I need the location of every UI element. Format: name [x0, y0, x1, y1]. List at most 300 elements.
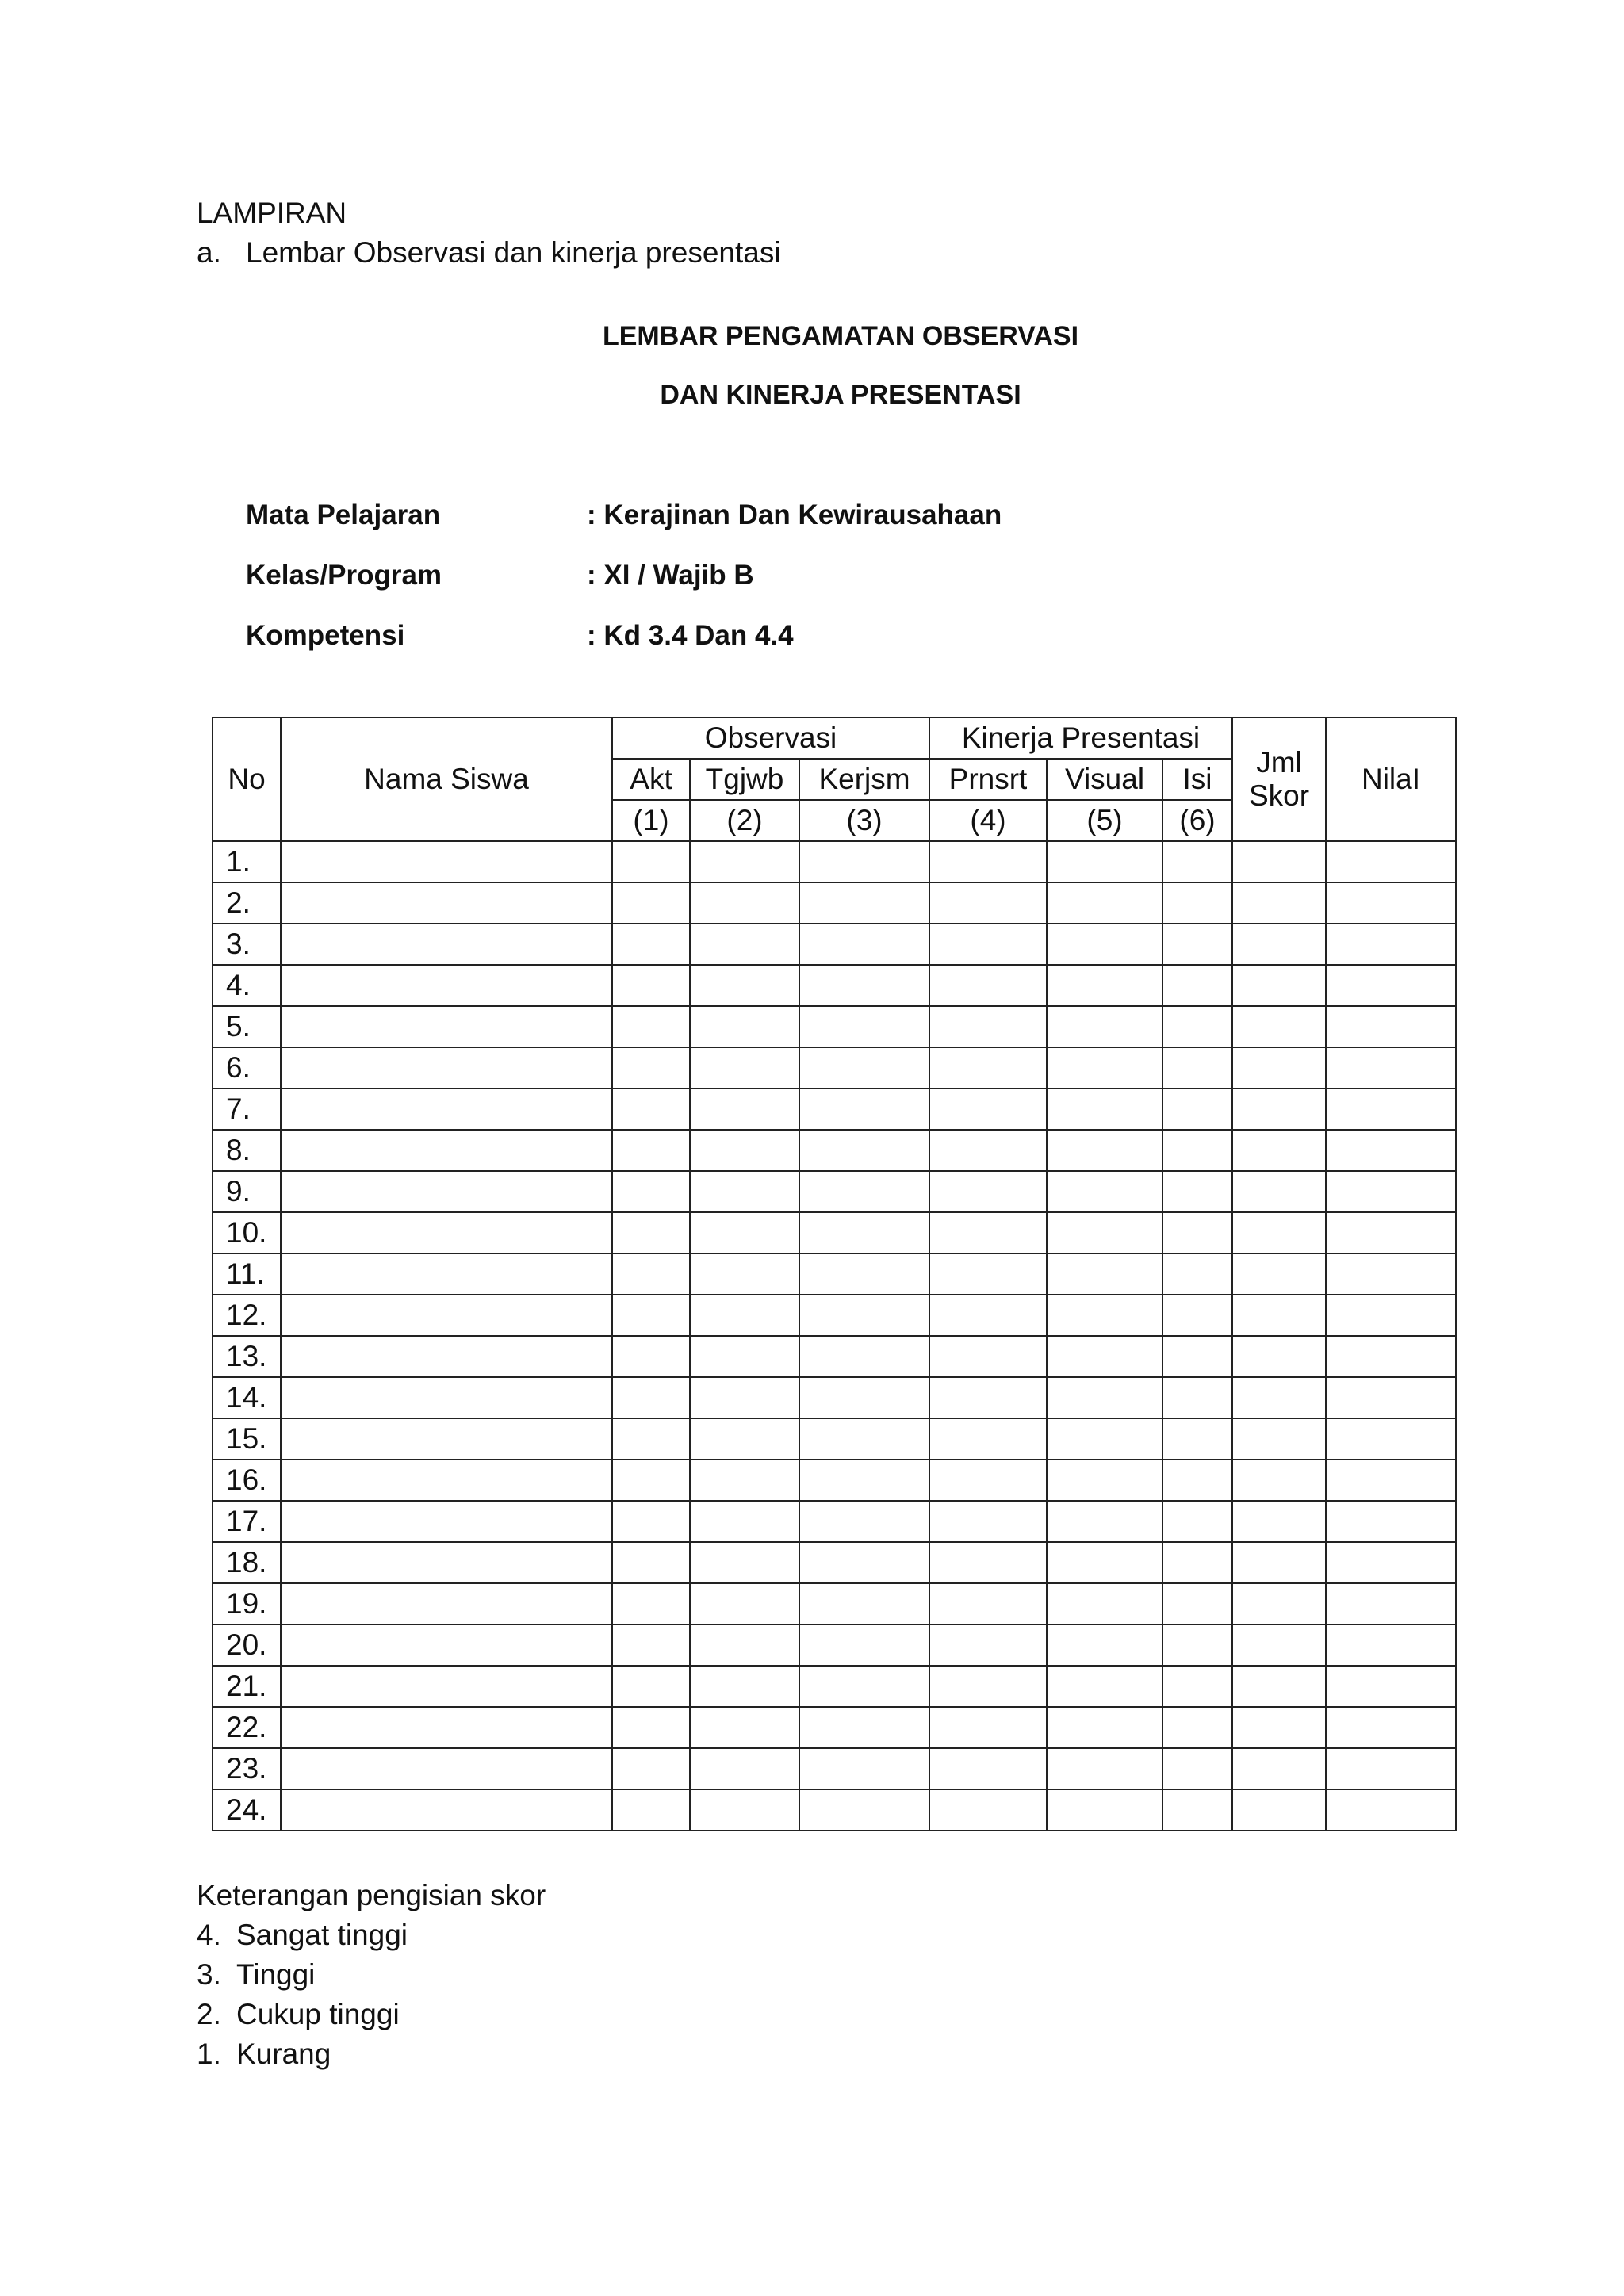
prnsrt-cell[interactable]	[929, 1171, 1047, 1212]
kerjsm-cell[interactable]	[799, 1253, 929, 1295]
visual-cell[interactable]	[1047, 882, 1162, 924]
name-cell[interactable]	[281, 1377, 612, 1418]
isi-cell[interactable]	[1162, 1460, 1232, 1501]
akt-cell[interactable]	[612, 965, 690, 1006]
akt-cell[interactable]	[612, 1583, 690, 1624]
nilai-cell[interactable]	[1326, 1212, 1456, 1253]
table-row	[213, 1130, 1456, 1171]
kerjsm-cell[interactable]	[799, 1707, 929, 1748]
visual-cell[interactable]	[1047, 1130, 1162, 1171]
kerjsm-cell[interactable]	[799, 1089, 929, 1130]
name-cell[interactable]	[281, 841, 612, 882]
row-number: 10.	[213, 1212, 281, 1253]
isi-cell[interactable]	[1162, 1624, 1232, 1666]
keterangan-item	[197, 1955, 546, 1995]
table-row	[213, 1666, 1456, 1707]
tgjwb-cell[interactable]	[690, 1501, 799, 1542]
jml-skor-cell[interactable]	[1232, 1583, 1326, 1624]
kerjsm-cell[interactable]	[799, 1336, 929, 1377]
keterangan-num: 3.	[197, 1958, 221, 1991]
tgjwb-cell[interactable]	[690, 924, 799, 965]
tgjwb-cell[interactable]	[690, 1707, 799, 1748]
kerjsm-cell[interactable]	[799, 965, 929, 1006]
tgjwb-cell[interactable]	[690, 1418, 799, 1460]
isi-cell[interactable]	[1162, 1789, 1232, 1831]
akt-cell[interactable]	[612, 1295, 690, 1336]
isi-cell[interactable]	[1162, 1295, 1232, 1336]
header-kinerja-presentasi: Kinerja Presentasi	[929, 718, 1232, 759]
prnsrt-cell[interactable]	[929, 1295, 1047, 1336]
akt-cell[interactable]	[612, 841, 690, 882]
jml-skor-cell[interactable]	[1232, 1748, 1326, 1789]
row-number: 6.	[213, 1047, 281, 1089]
visual-cell[interactable]	[1047, 1789, 1162, 1831]
jml-skor-cell[interactable]	[1232, 1418, 1326, 1460]
prnsrt-cell[interactable]	[929, 1047, 1047, 1089]
visual-cell[interactable]	[1047, 965, 1162, 1006]
isi-cell[interactable]	[1162, 1748, 1232, 1789]
visual-cell[interactable]	[1047, 1295, 1162, 1336]
row-number: 4.	[213, 965, 281, 1006]
tgjwb-cell[interactable]	[690, 1666, 799, 1707]
visual-cell[interactable]	[1047, 841, 1162, 882]
jml-skor-cell[interactable]	[1232, 1501, 1326, 1542]
akt-cell[interactable]	[612, 1707, 690, 1748]
table-row	[213, 841, 1456, 882]
tgjwb-cell[interactable]	[690, 1295, 799, 1336]
prnsrt-cell[interactable]	[929, 1666, 1047, 1707]
nilai-cell[interactable]	[1326, 924, 1456, 965]
jml-skor-cell[interactable]	[1232, 1336, 1326, 1377]
kerjsm-cell[interactable]	[799, 1583, 929, 1624]
name-cell[interactable]	[281, 1253, 612, 1295]
header-visual: Visual	[1047, 759, 1162, 800]
list-item-a	[197, 233, 781, 273]
visual-cell[interactable]	[1047, 1624, 1162, 1666]
nilai-cell[interactable]	[1326, 841, 1456, 882]
akt-cell[interactable]	[612, 1171, 690, 1212]
akt-cell[interactable]	[612, 1377, 690, 1418]
keterangan-num: 1.	[197, 2038, 221, 2070]
isi-cell[interactable]	[1162, 1501, 1232, 1542]
table-row	[213, 1418, 1456, 1460]
visual-cell[interactable]	[1047, 1707, 1162, 1748]
header-num-6: (6)	[1162, 800, 1232, 841]
row-number: 1.	[213, 841, 281, 882]
header-tgjwb: Tgjwb	[690, 759, 799, 800]
header-no: No	[213, 718, 281, 841]
kerjsm-cell[interactable]	[799, 1624, 929, 1666]
jml-skor-cell[interactable]	[1232, 1460, 1326, 1501]
prnsrt-cell[interactable]	[929, 882, 1047, 924]
tgjwb-cell[interactable]	[690, 1171, 799, 1212]
name-cell[interactable]	[281, 1789, 612, 1831]
jml-skor-cell[interactable]	[1232, 1707, 1326, 1748]
akt-cell[interactable]	[612, 1047, 690, 1089]
name-cell[interactable]	[281, 1666, 612, 1707]
prnsrt-cell[interactable]	[929, 1006, 1047, 1047]
akt-cell[interactable]	[612, 1253, 690, 1295]
jml-skor-cell[interactable]	[1232, 1624, 1326, 1666]
table-row	[213, 1212, 1456, 1253]
kerjsm-cell[interactable]	[799, 1460, 929, 1501]
visual-cell[interactable]	[1047, 1460, 1162, 1501]
akt-cell[interactable]	[612, 1089, 690, 1130]
row-number: 23.	[213, 1748, 281, 1789]
nilai-cell[interactable]	[1326, 1336, 1456, 1377]
akt-cell[interactable]	[612, 1789, 690, 1831]
nilai-cell[interactable]	[1326, 1089, 1456, 1130]
keterangan-text: Kurang	[236, 2038, 331, 2070]
isi-cell[interactable]	[1162, 1047, 1232, 1089]
jml-skor-cell[interactable]	[1232, 965, 1326, 1006]
tgjwb-cell[interactable]	[690, 1130, 799, 1171]
prnsrt-cell[interactable]	[929, 965, 1047, 1006]
visual-cell[interactable]	[1047, 1748, 1162, 1789]
akt-cell[interactable]	[612, 1418, 690, 1460]
observation-table	[212, 717, 1457, 1831]
visual-cell[interactable]	[1047, 1089, 1162, 1130]
isi-cell[interactable]	[1162, 841, 1232, 882]
table-row	[213, 965, 1456, 1006]
kerjsm-cell[interactable]	[799, 1377, 929, 1418]
prnsrt-cell[interactable]	[929, 1624, 1047, 1666]
nilai-cell[interactable]	[1326, 1707, 1456, 1748]
prnsrt-cell[interactable]	[929, 1789, 1047, 1831]
visual-cell[interactable]	[1047, 1047, 1162, 1089]
isi-cell[interactable]	[1162, 882, 1232, 924]
table-row	[213, 1501, 1456, 1542]
keterangan-title: Keterangan pengisian skor	[197, 1879, 546, 1911]
jml-skor-cell[interactable]	[1232, 1006, 1326, 1047]
table-row	[213, 1624, 1456, 1666]
akt-cell[interactable]	[612, 1542, 690, 1583]
prnsrt-cell[interactable]	[929, 1583, 1047, 1624]
nilai-cell[interactable]	[1326, 1460, 1456, 1501]
lampiran-heading: LAMPIRAN	[197, 197, 347, 229]
isi-cell[interactable]	[1162, 1212, 1232, 1253]
isi-cell[interactable]	[1162, 1336, 1232, 1377]
header-observasi: Observasi	[612, 718, 929, 759]
table-row	[213, 1748, 1456, 1789]
nilai-cell[interactable]	[1326, 882, 1456, 924]
jml-skor-cell[interactable]	[1232, 1089, 1326, 1130]
header-nilai: NilaI	[1326, 718, 1456, 841]
keterangan-section	[197, 1876, 546, 2074]
jml-skor-cell[interactable]	[1232, 1295, 1326, 1336]
tgjwb-cell[interactable]	[690, 1789, 799, 1831]
name-cell[interactable]	[281, 1047, 612, 1089]
kerjsm-cell[interactable]	[799, 1295, 929, 1336]
akt-cell[interactable]	[612, 1501, 690, 1542]
table-row	[213, 1006, 1456, 1047]
row-number: 12.	[213, 1295, 281, 1336]
kerjsm-cell[interactable]	[799, 1542, 929, 1583]
akt-cell[interactable]	[612, 1006, 690, 1047]
nilai-cell[interactable]	[1326, 1130, 1456, 1171]
nilai-cell[interactable]	[1326, 1583, 1456, 1624]
name-cell[interactable]	[281, 1171, 612, 1212]
meta-label: Mata Pelajaran	[246, 499, 441, 530]
keterangan-text: Tinggi	[236, 1958, 316, 1991]
header-num-4: (4)	[929, 800, 1047, 841]
tgjwb-cell[interactable]	[690, 1624, 799, 1666]
nilai-cell[interactable]	[1326, 1418, 1456, 1460]
kerjsm-cell[interactable]	[799, 1130, 929, 1171]
tgjwb-cell[interactable]	[690, 1006, 799, 1047]
row-number: 2.	[213, 882, 281, 924]
row-number: 21.	[213, 1666, 281, 1707]
nilai-cell[interactable]	[1326, 1171, 1456, 1212]
isi-cell[interactable]	[1162, 1006, 1232, 1047]
jml-skor-cell[interactable]	[1232, 1666, 1326, 1707]
jml-skor-cell[interactable]	[1232, 841, 1326, 882]
visual-cell[interactable]	[1047, 1253, 1162, 1295]
nilai-cell[interactable]	[1326, 965, 1456, 1006]
row-number: 24.	[213, 1789, 281, 1831]
table-row	[213, 1460, 1456, 1501]
tgjwb-cell[interactable]	[690, 1089, 799, 1130]
prnsrt-cell[interactable]	[929, 924, 1047, 965]
kerjsm-cell[interactable]	[799, 1666, 929, 1707]
kerjsm-cell[interactable]	[799, 841, 929, 882]
prnsrt-cell[interactable]	[929, 1212, 1047, 1253]
name-cell[interactable]	[281, 1624, 612, 1666]
akt-cell[interactable]	[612, 1130, 690, 1171]
meta-value: : XI / Wajib B	[587, 560, 754, 591]
visual-cell[interactable]	[1047, 1006, 1162, 1047]
jml-skor-cell[interactable]	[1232, 1047, 1326, 1089]
tgjwb-cell[interactable]	[690, 1377, 799, 1418]
akt-cell[interactable]	[612, 1460, 690, 1501]
row-number: 19.	[213, 1583, 281, 1624]
visual-cell[interactable]	[1047, 1212, 1162, 1253]
nilai-cell[interactable]	[1326, 1253, 1456, 1295]
jml-skor-cell[interactable]	[1232, 1253, 1326, 1295]
isi-cell[interactable]	[1162, 1583, 1232, 1624]
table-row	[213, 1377, 1456, 1418]
akt-cell[interactable]	[612, 1336, 690, 1377]
kerjsm-cell[interactable]	[799, 1501, 929, 1542]
name-cell[interactable]	[281, 1089, 612, 1130]
visual-cell[interactable]	[1047, 1501, 1162, 1542]
name-cell[interactable]	[281, 1460, 612, 1501]
prnsrt-cell[interactable]	[929, 1460, 1047, 1501]
name-cell[interactable]	[281, 924, 612, 965]
tgjwb-cell[interactable]	[690, 1583, 799, 1624]
akt-cell[interactable]	[612, 1666, 690, 1707]
row-number: 8.	[213, 1130, 281, 1171]
list-marker: a.	[197, 236, 221, 269]
name-cell[interactable]	[281, 965, 612, 1006]
meta-value: : Kd 3.4 Dan 4.4	[587, 620, 794, 651]
visual-cell[interactable]	[1047, 1542, 1162, 1583]
prnsrt-cell[interactable]	[929, 1542, 1047, 1583]
isi-cell[interactable]	[1162, 1130, 1232, 1171]
name-cell[interactable]	[281, 1748, 612, 1789]
table-row	[213, 1047, 1456, 1089]
visual-cell[interactable]	[1047, 924, 1162, 965]
document-title-line1: LEMBAR PENGAMATAN OBSERVASI	[602, 321, 1079, 351]
name-cell[interactable]	[281, 1212, 612, 1253]
visual-cell[interactable]	[1047, 1418, 1162, 1460]
prnsrt-cell[interactable]	[929, 1748, 1047, 1789]
row-number: 13.	[213, 1336, 281, 1377]
table-row	[213, 1542, 1456, 1583]
meta-row-competency	[246, 616, 1002, 676]
nilai-cell[interactable]	[1326, 1789, 1456, 1831]
kerjsm-cell[interactable]	[799, 1171, 929, 1212]
name-cell[interactable]	[281, 1707, 612, 1748]
row-number: 16.	[213, 1460, 281, 1501]
name-cell[interactable]	[281, 1336, 612, 1377]
header-prnsrt: Prnsrt	[929, 759, 1047, 800]
name-cell[interactable]	[281, 1295, 612, 1336]
row-number: 7.	[213, 1089, 281, 1130]
jml-skor-cell[interactable]	[1232, 1130, 1326, 1171]
visual-cell[interactable]	[1047, 1583, 1162, 1624]
kerjsm-cell[interactable]	[799, 1212, 929, 1253]
tgjwb-cell[interactable]	[690, 1542, 799, 1583]
name-cell[interactable]	[281, 1583, 612, 1624]
prnsrt-cell[interactable]	[929, 1418, 1047, 1460]
row-number: 15.	[213, 1418, 281, 1460]
header-num-2: (2)	[690, 800, 799, 841]
name-cell[interactable]	[281, 1542, 612, 1583]
header-jml-skor	[1232, 718, 1326, 841]
tgjwb-cell[interactable]	[690, 1047, 799, 1089]
visual-cell[interactable]	[1047, 1377, 1162, 1418]
akt-cell[interactable]	[612, 882, 690, 924]
keterangan-text: Sangat tinggi	[236, 1919, 408, 1951]
table-row	[213, 1295, 1456, 1336]
meta-label: Kelas/Program	[246, 560, 442, 591]
prnsrt-cell[interactable]	[929, 1501, 1047, 1542]
tgjwb-cell[interactable]	[690, 841, 799, 882]
row-number: 20.	[213, 1624, 281, 1666]
tgjwb-cell[interactable]	[690, 965, 799, 1006]
name-cell[interactable]	[281, 1006, 612, 1047]
prnsrt-cell[interactable]	[929, 1377, 1047, 1418]
prnsrt-cell[interactable]	[929, 1336, 1047, 1377]
keterangan-item	[197, 1915, 546, 1955]
keterangan-item	[197, 2034, 546, 2074]
isi-cell[interactable]	[1162, 1542, 1232, 1583]
nilai-cell[interactable]	[1326, 1666, 1456, 1707]
row-number: 9.	[213, 1171, 281, 1212]
keterangan-text: Cukup tinggi	[236, 1998, 400, 2030]
nilai-cell[interactable]	[1326, 1377, 1456, 1418]
nilai-cell[interactable]	[1326, 1047, 1456, 1089]
tgjwb-cell[interactable]	[690, 1460, 799, 1501]
jml-skor-cell[interactable]	[1232, 1171, 1326, 1212]
kerjsm-cell[interactable]	[799, 924, 929, 965]
kerjsm-cell[interactable]	[799, 1006, 929, 1047]
isi-cell[interactable]	[1162, 1377, 1232, 1418]
table-row	[213, 1789, 1456, 1831]
akt-cell[interactable]	[612, 924, 690, 965]
header-num-3: (3)	[799, 800, 929, 841]
header-nama-siswa: Nama Siswa	[281, 718, 612, 841]
meta-label: Kompetensi	[246, 620, 405, 651]
name-cell[interactable]	[281, 882, 612, 924]
nilai-cell[interactable]	[1326, 1006, 1456, 1047]
tgjwb-cell[interactable]	[690, 1336, 799, 1377]
jml-skor-cell[interactable]	[1232, 1212, 1326, 1253]
meta-row-subject	[246, 496, 1002, 556]
akt-cell[interactable]	[612, 1748, 690, 1789]
meta-row-class	[246, 556, 1002, 616]
nilai-cell[interactable]	[1326, 1501, 1456, 1542]
akt-cell[interactable]	[612, 1212, 690, 1253]
visual-cell[interactable]	[1047, 1336, 1162, 1377]
jml-skor-cell[interactable]	[1232, 882, 1326, 924]
isi-cell[interactable]	[1162, 1089, 1232, 1130]
visual-cell[interactable]	[1047, 1171, 1162, 1212]
isi-cell[interactable]	[1162, 1253, 1232, 1295]
nilai-cell[interactable]	[1326, 1624, 1456, 1666]
header-row-groups	[213, 718, 1456, 759]
kerjsm-cell[interactable]	[799, 882, 929, 924]
name-cell[interactable]	[281, 1418, 612, 1460]
akt-cell[interactable]	[612, 1624, 690, 1666]
prnsrt-cell[interactable]	[929, 1130, 1047, 1171]
list-item-text: Lembar Observasi dan kinerja presentasi	[246, 236, 781, 269]
isi-cell[interactable]	[1162, 1666, 1232, 1707]
kerjsm-cell[interactable]	[799, 1789, 929, 1831]
header-isi: Isi	[1162, 759, 1232, 800]
isi-cell[interactable]	[1162, 1707, 1232, 1748]
visual-cell[interactable]	[1047, 1666, 1162, 1707]
isi-cell[interactable]	[1162, 1171, 1232, 1212]
tgjwb-cell[interactable]	[690, 1212, 799, 1253]
jml-skor-cell[interactable]	[1232, 924, 1326, 965]
document-title-line2: DAN KINERJA PRESENTASI	[660, 380, 1021, 410]
row-number: 22.	[213, 1707, 281, 1748]
jml-skor-cell[interactable]	[1232, 1789, 1326, 1831]
keterangan-num: 2.	[197, 1998, 221, 2030]
nilai-cell[interactable]	[1326, 1748, 1456, 1789]
jml-skor-cell[interactable]	[1232, 1377, 1326, 1418]
prnsrt-cell[interactable]	[929, 1253, 1047, 1295]
prnsrt-cell[interactable]	[929, 841, 1047, 882]
tgjwb-cell[interactable]	[690, 1748, 799, 1789]
table-row	[213, 1253, 1456, 1295]
name-cell[interactable]	[281, 1501, 612, 1542]
meta-value: : Kerajinan Dan Kewirausahaan	[587, 499, 1002, 530]
kerjsm-cell[interactable]	[799, 1047, 929, 1089]
prnsrt-cell[interactable]	[929, 1089, 1047, 1130]
header-kerjsm: Kerjsm	[799, 759, 929, 800]
name-cell[interactable]	[281, 1130, 612, 1171]
prnsrt-cell[interactable]	[929, 1707, 1047, 1748]
row-number: 14.	[213, 1377, 281, 1418]
isi-cell[interactable]	[1162, 924, 1232, 965]
nilai-cell[interactable]	[1326, 1542, 1456, 1583]
row-number: 5.	[213, 1006, 281, 1047]
header-skor: Skor	[1248, 779, 1310, 812]
header-num-5: (5)	[1047, 800, 1162, 841]
tgjwb-cell[interactable]	[690, 882, 799, 924]
isi-cell[interactable]	[1162, 965, 1232, 1006]
jml-skor-cell[interactable]	[1232, 1542, 1326, 1583]
tgjwb-cell[interactable]	[690, 1253, 799, 1295]
meta-info	[246, 496, 1002, 676]
nilai-cell[interactable]	[1326, 1295, 1456, 1336]
kerjsm-cell[interactable]	[799, 1418, 929, 1460]
isi-cell[interactable]	[1162, 1418, 1232, 1460]
kerjsm-cell[interactable]	[799, 1748, 929, 1789]
